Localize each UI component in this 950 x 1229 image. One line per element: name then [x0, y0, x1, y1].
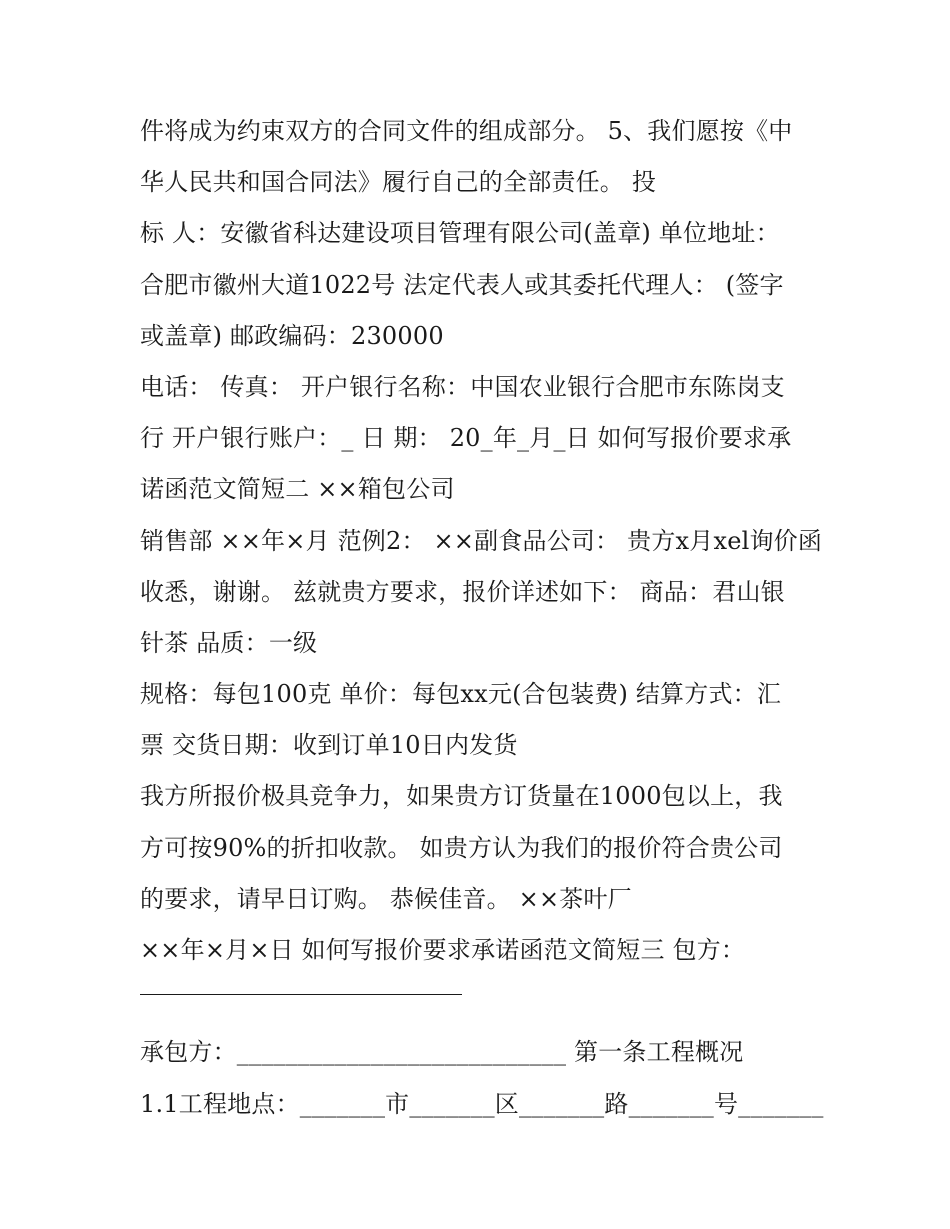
text-line: 的要求，请早日订购。 恭候佳音。 ××茶叶厂 [140, 884, 632, 913]
text-line: 规格：每包100克 单价：每包xx元(合包装费) 结算方式：汇 [140, 680, 782, 709]
text-line: 销售部 ××年×月 范例2： ××副食品公司： 贵方x月xel询价函 [140, 526, 823, 555]
text-line: 诺函范文简短二 ××箱包公司 [140, 475, 455, 504]
text-line: 收悉，谢谢。 兹就贵方要求，报价详述如下： 商品：君山银 [140, 577, 785, 606]
text-line: 方可按90%的折扣收款。 如贵方认为我们的报价符合贵公司 [140, 833, 783, 862]
text-line: 票 交货日期：收到订单10日内发货 [140, 731, 518, 760]
text-line: 标 人：安徽省科达建设项目管理有限公司(盖章) 单位地址： [140, 219, 780, 248]
text-line: 或盖章) 邮政编码：230000 [140, 321, 444, 350]
text-line: 件将成为约束双方的合同文件的组成部分。 5、我们愿按《中 [140, 117, 793, 145]
text-line: 行 开户银行账户：_ 日 期： 20_年_月_日 如何写报价要求承 [140, 424, 792, 453]
text-line: 合肥市徽州大道1022号 法定代表人或其委托代理人： (签字 [140, 270, 784, 299]
text-line: 我方所报价极具竞争力，如果贵方订货量在1000包以上，我 [140, 782, 783, 811]
text-line: 1.1工程地点：_______市_______区_______路_______号_______ [140, 1089, 824, 1118]
blank-line [140, 976, 820, 1027]
text-line: 承包方：___________________________ 第一条工程概况 [140, 1038, 744, 1067]
text-line: ××年×月×日 如何写报价要求承诺函范文简短三 包方： [140, 936, 746, 964]
text-line: 华人民共和国合同法》履行自己的全部责任。 投 [140, 168, 657, 197]
document-body [140, 106, 824, 1130]
text-line: 针茶 品质：一级 [140, 628, 318, 657]
text-line: 电话： 传真： 开户银行名称：中国农业银行合肥市东陈岗支 [140, 372, 785, 401]
signature-underline [140, 994, 462, 995]
